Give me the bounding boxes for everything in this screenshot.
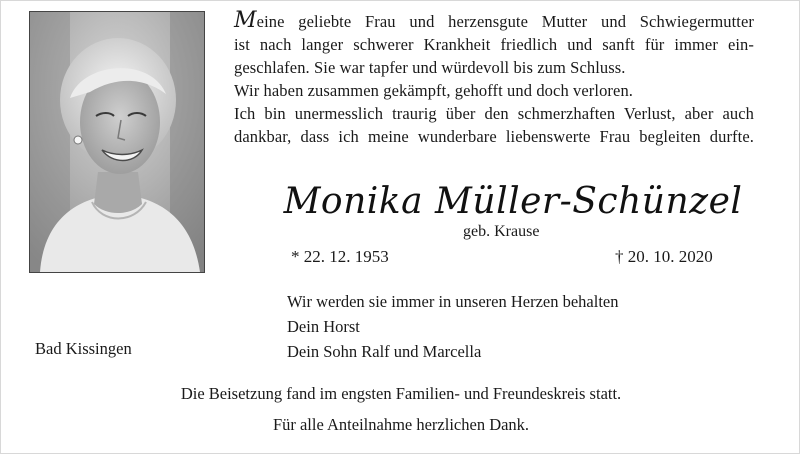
family-line-3: Dein Sohn Ralf und Marcella — [287, 342, 482, 361]
family-line-1: Wir werden sie immer in unseren Herzen behalten — [287, 292, 619, 311]
poem-line-2: ist nach langer schwerer Krankheit friedlich und sanft für immer ein- — [234, 35, 754, 54]
poem-line-1-text: eine geliebte Frau und herzensgute Mutter und Schwiegermutter — [256, 12, 754, 31]
poem-initial: M — [234, 8, 257, 33]
poem-line-5: Ich bin unermesslich traurig über den schmerzhaften Verlust, aber auch — [234, 104, 754, 123]
birth-name: geb. Krause — [463, 223, 540, 240]
deceased-name: Monika Müller-Schünzel — [283, 181, 743, 222]
portrait-photo — [29, 11, 205, 273]
family-line-2: Dein Horst — [287, 317, 360, 336]
burial-note: Die Beisetzung fand im engsten Familien- und Freundeskreis statt. — [180, 384, 622, 403]
poem-line-4: Wir haben zusammen gekämpft, gehofft und doch verloren. — [234, 81, 634, 100]
poem-line-1 — [234, 9, 754, 33]
thanks-note: Für alle Anteilnahme herzlichen Dank. — [272, 415, 530, 434]
death-date: † 20. 10. 2020 — [615, 247, 713, 266]
place-name: Bad Kissingen — [35, 339, 132, 358]
poem-line-3: geschlafen. Sie war tapfer und würdevoll bis zum Schluss. — [234, 58, 626, 77]
family-signatures — [287, 289, 619, 364]
poem-text — [234, 9, 754, 148]
poem-line-6: dankbar, dass ich meine wunderbare liebenswerte Frau begleiten durfte. — [234, 127, 754, 146]
birth-date: * 22. 12. 1953 — [291, 247, 389, 266]
